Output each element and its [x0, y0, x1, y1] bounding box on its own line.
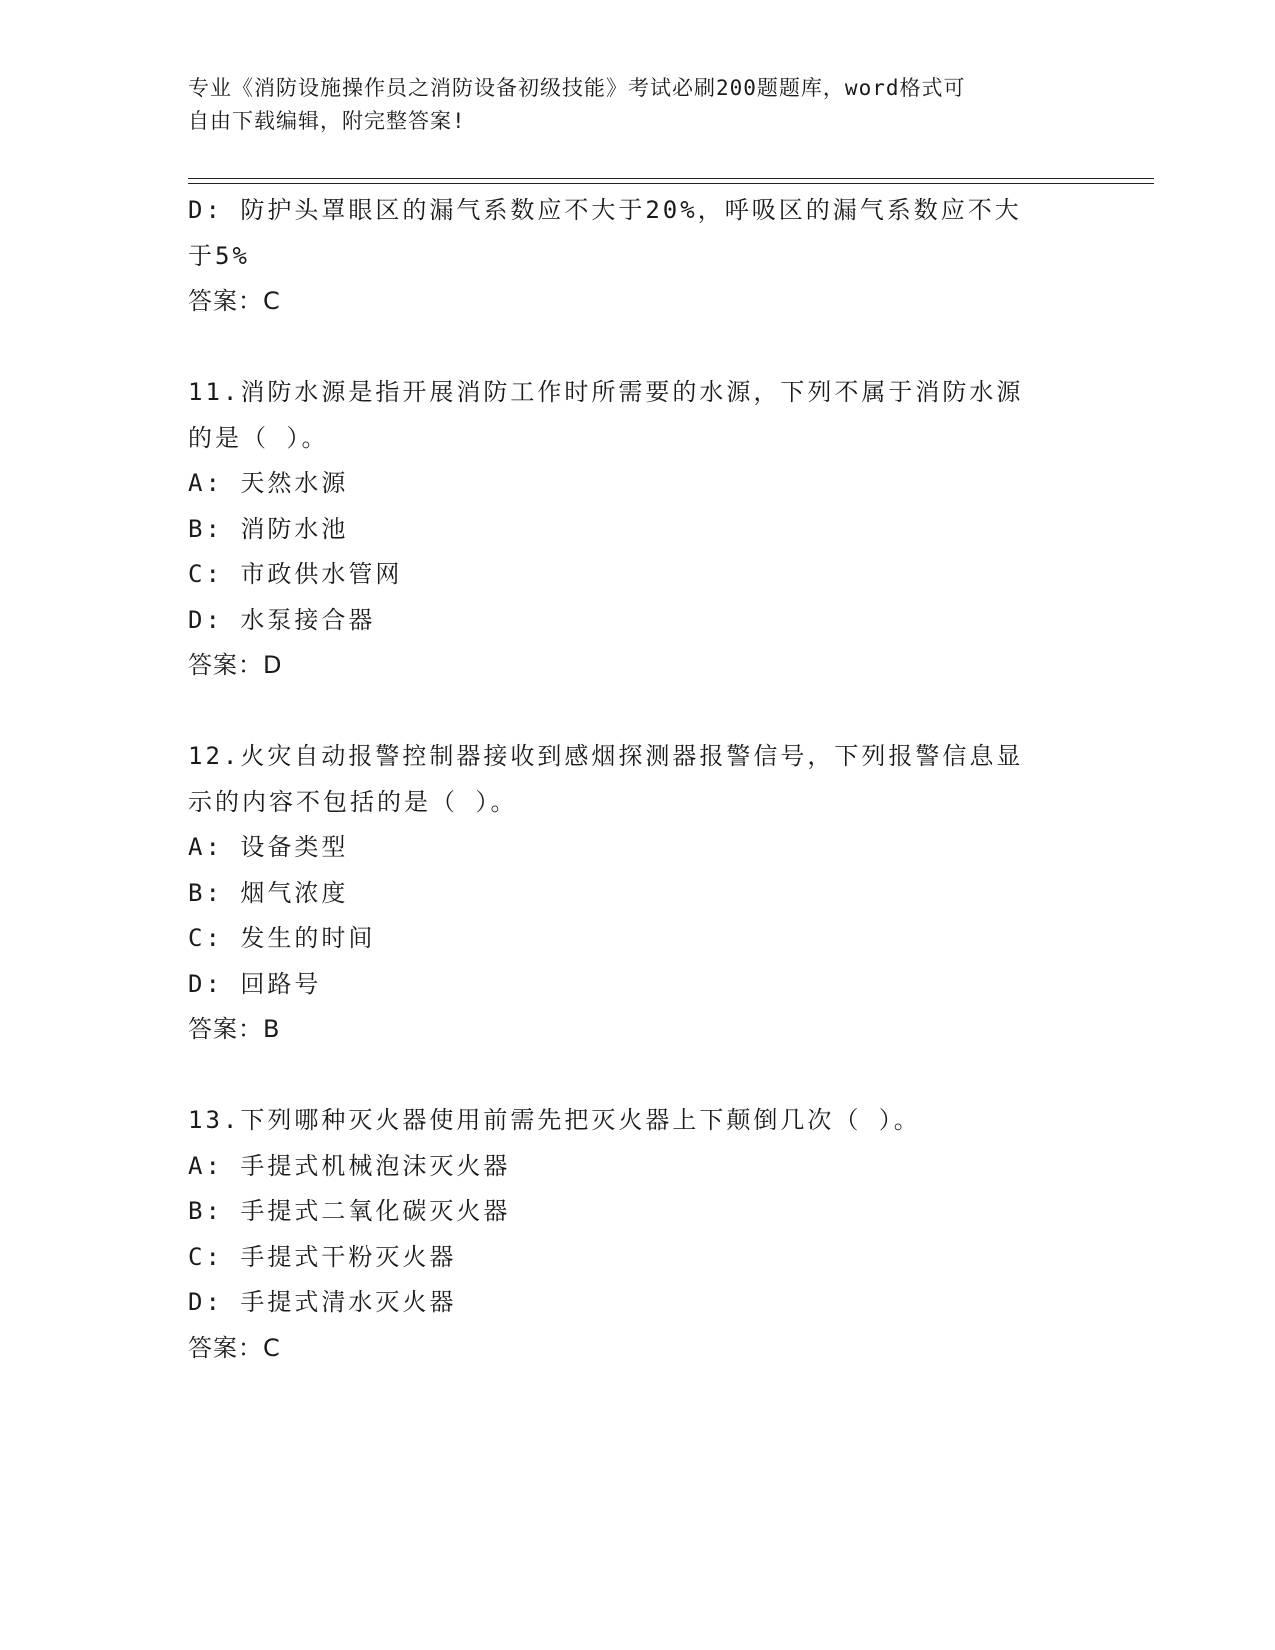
question-list: [188, 188, 1088, 1371]
option-b: B: 烟气浓度: [188, 878, 349, 907]
header-line-2: 自由下载编辑，附完整答案!: [188, 109, 466, 133]
question-11: [188, 370, 1088, 689]
question-stem-line-2: 的是（ ）。: [188, 423, 329, 452]
option-c: C: 市政供水管网: [188, 560, 403, 588]
option-d: D: 回路号: [188, 969, 322, 998]
header-divider-bottom: [188, 183, 1154, 184]
header-line-1: 专业《消防设施操作员之消防设备初级技能》考试必刷200题题库，word格式可: [188, 76, 966, 100]
option-d: D: 手提式清水灭火器: [188, 1288, 457, 1316]
question-10-tail: [188, 188, 1088, 325]
option-d: D: 水泵接合器: [188, 605, 376, 634]
question-13: [188, 1098, 1088, 1371]
question-stem-line-1: 12.火灾自动报警控制器接收到感烟探测器报警信号，下列报警信息显: [188, 742, 1024, 770]
document-header: [188, 72, 1068, 138]
option-c: C: 发生的时间: [188, 924, 376, 952]
question-stem-line-2: 示的内容不包括的是（ ）。: [188, 787, 518, 816]
option-b: B: 手提式二氧化碳灭火器: [188, 1197, 511, 1225]
option-c: C: 手提式干粉灭火器: [188, 1242, 457, 1271]
option-a: A: 设备类型: [188, 833, 349, 861]
option-d-line-2: 于5%: [188, 241, 250, 270]
question-12: [188, 734, 1088, 1053]
answer: 答案：B: [188, 1015, 281, 1043]
header-divider-top: [188, 178, 1154, 179]
option-a: A: 天然水源: [188, 469, 349, 497]
question-stem-line-1: 13.下列哪种灭火器使用前需先把灭火器上下颠倒几次（ ）。: [188, 1106, 921, 1134]
option-b: B: 消防水池: [188, 514, 349, 543]
option-a: A: 手提式机械泡沫灭火器: [188, 1151, 511, 1180]
answer: 答案：C: [188, 287, 281, 315]
option-d-line-1: D: 防护头罩眼区的漏气系数应不大于20%，呼吸区的漏气系数应不大: [188, 196, 1022, 224]
question-stem-line-1: 11.消防水源是指开展消防工作时所需要的水源，下列不属于消防水源: [188, 378, 1024, 406]
answer: 答案：C: [188, 1333, 281, 1362]
answer: 答案：D: [188, 651, 283, 679]
